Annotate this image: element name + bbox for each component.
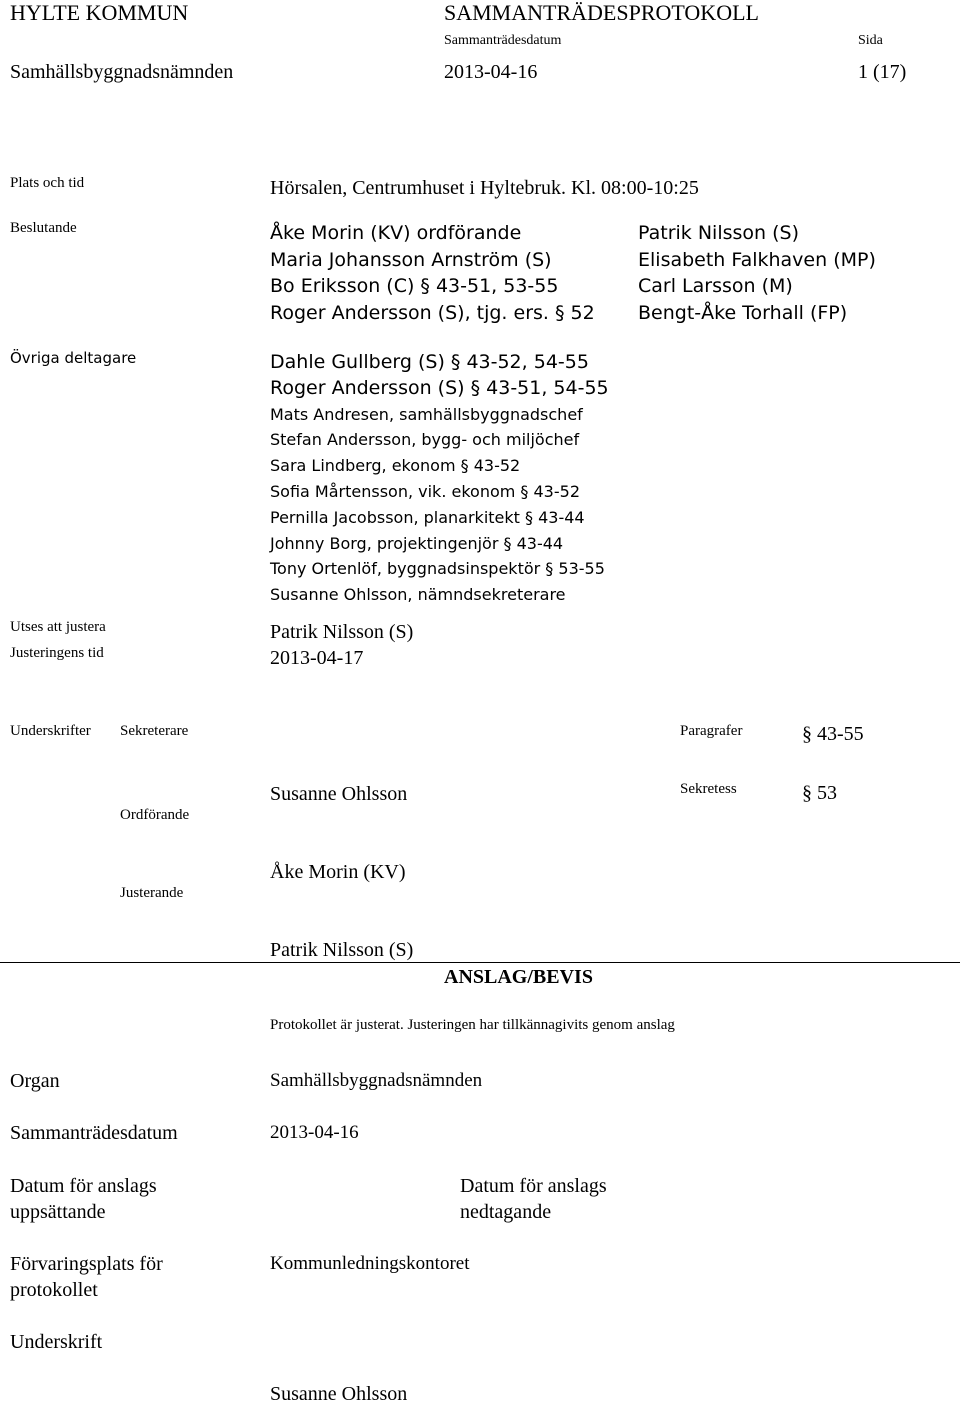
adjuster-label: Utses att justera	[10, 619, 106, 635]
deciding-member: Åke Morin (KV) ordförande	[270, 222, 522, 244]
deciding-label: Beslutande	[10, 220, 77, 236]
signature-label: Underskrift	[10, 1331, 103, 1353]
participant: Sara Lindberg, ekonom § 43-52	[270, 456, 521, 476]
participant: Susanne Ohlsson, nämndsekreterare	[270, 585, 566, 605]
posting-date-label-line1: Datum för anslags	[10, 1175, 157, 1197]
paragraphs-value: § 43-55	[802, 723, 864, 745]
secrecy-label: Sekretess	[680, 781, 737, 797]
participant: Tony Ortenlöf, byggnadsinspektör § 53-55	[270, 559, 605, 579]
deciding-member: Roger Andersson (S), tjg. ers. § 52	[270, 301, 595, 324]
deciding-member: Maria Johansson Arnström (S)	[270, 248, 552, 271]
participant: Johnny Borg, projektingenjör § 43-44	[270, 533, 564, 553]
secretary-name: Susanne Ohlsson	[270, 783, 408, 805]
secrecy-value: § 53	[802, 782, 837, 804]
date-label: Sammanträdesdatum	[444, 33, 562, 48]
organ-label: Organ	[10, 1070, 60, 1092]
meeting-date-value: 2013-04-16	[270, 1122, 359, 1143]
adjuster-signature-name: Patrik Nilsson (S)	[270, 939, 414, 961]
deciding-member: Carl Larsson (M)	[638, 275, 793, 297]
notice-title: ANSLAG/BEVIS	[444, 966, 593, 988]
organ-value: Samhällsbyggnadsnämnden	[270, 1070, 483, 1091]
signature-name: Susanne Ohlsson	[270, 1383, 408, 1405]
page-number: 1 (17)	[858, 61, 907, 83]
participant: Dahle Gullberg (S) § 43-52, 54-55	[270, 351, 589, 373]
storage-label-line2: protokollet	[10, 1279, 98, 1301]
divider	[0, 962, 960, 963]
others-label: Övriga deltagare	[10, 349, 137, 367]
others-list	[270, 350, 609, 608]
place-text: Hörsalen, Centrumhuset i Hyltebruk. Kl. 08:00-10:25	[270, 177, 699, 199]
chair-name: Åke Morin (KV)	[270, 861, 406, 883]
paragraphs-label: Paragrafer	[680, 723, 743, 739]
municipality-name: HYLTE KOMMUN	[10, 0, 189, 25]
participant: Sofia Mårtensson, vik. ekonom § 43-52	[270, 481, 580, 501]
deciding-left-list	[270, 220, 595, 326]
removal-date-label-line1: Datum för anslags	[460, 1175, 607, 1197]
signatures-label: Underskrifter	[10, 723, 91, 739]
deciding-right-list	[638, 220, 876, 326]
deciding-member: Elisabeth Falkhaven (MP)	[638, 248, 876, 271]
meeting-date-label: Sammanträdesdatum	[10, 1122, 178, 1144]
participant: Pernilla Jacobsson, planarkitekt § 43-44	[270, 507, 585, 527]
committee-name: Samhällsbyggnadsnämnden	[10, 61, 234, 83]
deciding-member: Patrik Nilsson (S)	[638, 222, 799, 244]
participant: Mats Andresen, samhällsbyggnadschef	[270, 404, 583, 424]
adjuster-signature-label: Justerande	[120, 885, 184, 901]
storage-value: Kommunledningskontoret	[270, 1253, 470, 1274]
adjust-time: 2013-04-17	[270, 647, 364, 669]
participant: Roger Andersson (S) § 43-51, 54-55	[270, 376, 609, 399]
storage-label-line1: Förvaringsplats för	[10, 1253, 163, 1275]
adjuster-name: Patrik Nilsson (S)	[270, 621, 414, 643]
chair-label: Ordförande	[120, 807, 190, 823]
adjust-time-label: Justeringens tid	[10, 645, 104, 661]
participant: Stefan Andersson, bygg- och miljöchef	[270, 430, 580, 450]
place-label: Plats och tid	[10, 175, 85, 191]
deciding-member: Bo Eriksson (C) § 43-51, 53-55	[270, 275, 559, 297]
deciding-member: Bengt-Åke Torhall (FP)	[638, 301, 848, 324]
meeting-date: 2013-04-16	[444, 61, 538, 83]
secretary-label: Sekreterare	[120, 723, 189, 739]
document-title: SAMMANTRÄDESPROTOKOLL	[444, 0, 759, 25]
notice-statement: Protokollet är justerat. Justeringen har tillkännagivits genom anslag	[270, 1017, 675, 1033]
page-label: Sida	[858, 33, 883, 48]
removal-date-label-line2: nedtagande	[460, 1201, 552, 1223]
posting-date-label-line2: uppsättande	[10, 1201, 106, 1223]
